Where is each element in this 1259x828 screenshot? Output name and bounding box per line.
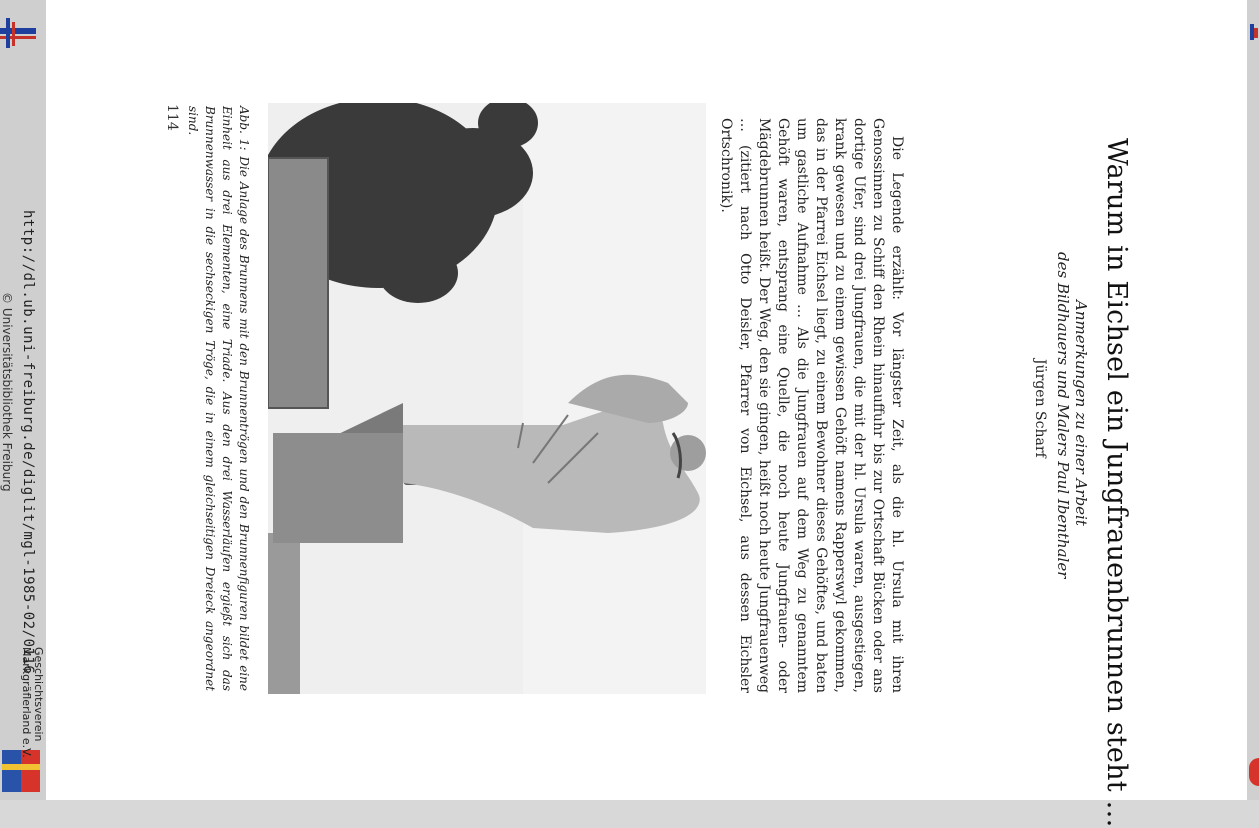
caption-label: Abb. 1:	[237, 106, 251, 151]
association-line-2: Markgräflerland e.V.	[20, 647, 33, 758]
page-number: 114	[164, 104, 180, 131]
document-url[interactable]: http://dl.ub.uni-freiburg.de/diglit/mgl-1985-02/0116	[20, 210, 36, 675]
article-body-paragraph: Die Legende erzählt: Vor längster Zeit, als die hl. Ursula mit ihren Genossinnen zu Schiff den Rhein hinauffuhr bis zur Ortschaft Bücken oder ans dortige Ufer, sind drei Jungfrauen, die mit der hl. Ursula waren, ausgestiegen, krank gewesen und zu einem gewissen Gehöft namens Rapperswyl gekommen, das in der Pfarrei Eichsel liegt, zu einem Bewohner dieses Gehöftes, und baten um gastliche Aufnahme … Als die Jungfrauen auf dem Weg zu genanntem Gehöft waren, entsprang eine Quelle, die noch heute Jungfrauen- oder Mägdebrunnen heißt. Der Weg, den sie gingen, heißt noch heute Jungfrauenweg … (zitiert nach Otto Deisler, Pfarrer von Eichsel, aus dessen Eichsler Ortschronik).	[718, 118, 905, 693]
viewer-right-strip	[1247, 0, 1259, 800]
article-body	[716, 118, 906, 693]
association-line-1: Geschichtsverein	[32, 647, 45, 742]
flag-icon	[0, 18, 36, 48]
copyright-notice: © Universitätsbibliothek Freiburg	[0, 292, 14, 492]
caption-text: Die Anlage des Brunnens mit den Brunnentrögen und den Brunnenfiguren bildet eine Einheit aus drei Elementen, eine Triade. Aus den drei Wasserläufen ergießt sich das Brunnenwasser in die sechseckigen Tröge, die in einem gleichseitigen Dreieck angeordnet sind.	[186, 106, 251, 691]
article-title: Warum in Eichsel ein Jungfrauenbrunnen steht …	[1101, 138, 1132, 828]
figure-caption	[184, 106, 252, 691]
article-author: Jürgen Scharf	[1032, 359, 1048, 458]
article-subtitle-line-2: des Bildhauers und Malers Paul Ibenthaler	[1054, 252, 1072, 579]
association-name	[20, 647, 44, 758]
article-subtitle-line-1: Anmerkungen zu einer Arbeit	[1072, 300, 1090, 526]
fountain-photo	[268, 103, 706, 694]
